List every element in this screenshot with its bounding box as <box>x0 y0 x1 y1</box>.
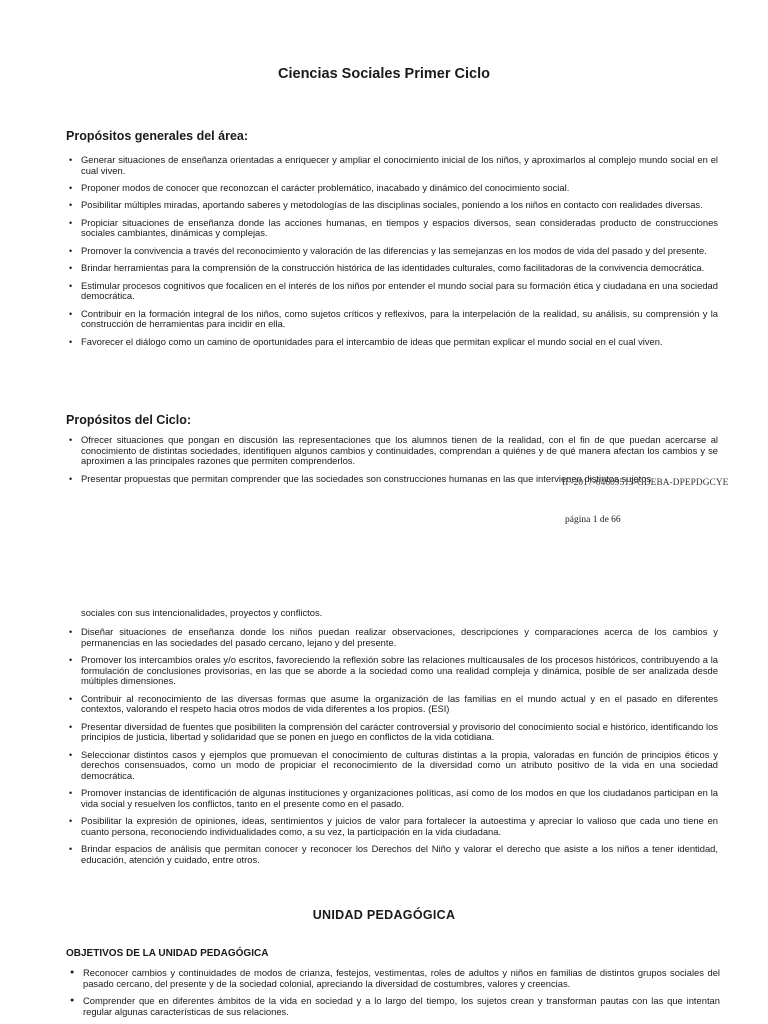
list-item: • Brindar herramientas para la comprensión de la construcción histórica de las identidades culturales, como facilitadoras de la convivencia democrática. <box>66 263 718 274</box>
list-item: • Presentar propuestas que permitan comprender que las sociedades son construcciones humanas en las que intervienen distintos sujetos <box>66 474 718 485</box>
list-item: • Posibilitar la expresión de opiniones, ideas, sentimientos y juicios de valor para fortalecer la autoestima y apreciar lo valioso que cada uno tiene en cuanto persona, reconociendo individualidades como, a su vez, la participación en la vida ciudadana. <box>66 816 718 837</box>
list-item: • Promover la convivencia a través del reconocimiento y valoración de las diferencias y las semejanzas en los modos de vida del pasado y del presente. <box>66 246 718 257</box>
general-purposes-list <box>66 155 718 354</box>
list-item: • Promover instancias de identificación de algunas instituciones y organizaciones políticas, así como de los modos en que los ciudadanos participan en la vida social y resuelven los conflictos, tanto en el presente como en el pasado. <box>66 788 718 809</box>
page-number: página 1 de 66 <box>565 515 621 525</box>
unit-title: UNIDAD PEDAGÓGICA <box>312 908 456 922</box>
continuation-text: sociales con sus intencionalidades, proyectos y conflictos. <box>81 607 323 618</box>
list-item: • Propiciar situaciones de enseñanza donde las acciones humanas, en tiempos y espacios diversos, sean consideradas producto de construcciones sociales cambiantes, dinámicas y complejas. <box>66 218 718 239</box>
list-item: • Posibilitar múltiples miradas, aportando saberes y metodologías de las disciplinas sociales, poniendo a los niños en contacto con realidades diversas. <box>66 200 718 211</box>
list-item: ● Reconocer cambios y continuidades de modos de crianza, festejos, vestimentas, roles de adultos y niños en familias de distintos grupos sociales del pasado cercano, del presente y de la sociedad colonial, apreciando la diversidad de costumbres, valores y creencias. <box>68 968 720 989</box>
section-title-cycle-purposes: Propósitos del Ciclo: <box>66 413 192 427</box>
list-item: • Presentar diversidad de fuentes que posibiliten la comprensión del carácter controversial y provisorio del conocimiento social e histórico, identificando los principios de justicia, libertad y solidaridad que se ponen en juego en conflictos de la vida cotidiana. <box>66 722 718 743</box>
objectives-list <box>68 968 720 1024</box>
list-item: • Contribuir en la formación integral de los niños, como sujetos críticos y reflexivos, para la interpelación de la realidad, su análisis, su comprensión y la construcción de herramientas para incidir en ella. <box>66 309 718 330</box>
document-title: Ciencias Sociales Primer Ciclo <box>278 66 490 82</box>
list-item: ● Comprender que en diferentes ámbitos de la vida en sociedad y a lo largo del tiempo, los sujetos crean y transforman pautas con las que intentan regular algunas características de sus relaciones. <box>68 996 720 1017</box>
list-item: • Seleccionar distintos casos y ejemplos que promuevan el conocimiento de culturas distintas a la propia, valoradas en función de principios éticos y derechos consensuados, como un modo de propiciar el reconocimiento de la diversidad como un atributo positivo de la vida en una sociedad democrática. <box>66 750 718 782</box>
list-item: • Proponer modos de conocer que reconozcan el carácter problemático, inacabado y dinámico del conocimiento social. <box>66 183 718 194</box>
objectives-title: OBJETIVOS DE LA UNIDAD PEDAGÓGICA <box>66 948 269 959</box>
section-title-general-purposes: Propósitos generales del área: <box>66 129 249 143</box>
list-item: • Contribuir al reconocimiento de las diversas formas que asume la organización de las familias en el mundo actual y en el pasado en diferentes contextos, valorando el respeto hacia otros modos de vida diferentes a los propios. (ESI) <box>66 694 718 715</box>
cycle-purposes-list-page2 <box>66 627 718 872</box>
list-item: • Ofrecer situaciones que pongan en discusión las representaciones que los alumnos tienen de la realidad, con el fin de que puedan acercarse al conocimiento de distintas sociedades, identifiquen algunos cambios y continuidades, comprendan a quiénes y de qué manera afectan los cambios y se aproximen a las principales razones que permiten comprenderlos. <box>66 435 718 467</box>
list-item: • Promover los intercambios orales y/o escritos, favoreciendo la reflexión sobre las relaciones multicausales de los procesos históricos, contribuyendo a la formulación de conclusiones provisorias, en las que se aborde a la sociedad como una realidad compleja y dinámica, posible de ser analizada desde múltiples dimensiones. <box>66 655 718 687</box>
list-item: • Favorecer el diálogo como un camino de oportunidades para el intercambio de ideas que permitan explicar el mundo social en el cual viven. <box>66 337 718 348</box>
list-item: • Generar situaciones de enseñanza orientadas a enriquecer y ampliar el conocimiento inicial de los niños, y aproximarlos al complejo mundo social en el cual viven. <box>66 155 718 176</box>
list-item: • Brindar espacios de análisis que permitan conocer y reconocer los Derechos del Niño y valorar el derecho que asiste a los niños a tener identidad, educación, atención y cuidado, entre otros. <box>66 844 718 865</box>
list-item: • Diseñar situaciones de enseñanza donde los niños puedan realizar observaciones, descripciones y comparaciones acerca de los cambios y permanencias en las sociedades del pasado cercano, lejano y del presente. <box>66 627 718 648</box>
document-stamp: IF-2017-04609513-GDEBA-DPEPDGCYE <box>562 478 729 488</box>
list-item: • Estimular procesos cognitivos que focalicen en el interés de los niños por entender el mundo social para su formación ética y ciudadana en una sociedad democrática. <box>66 281 718 302</box>
